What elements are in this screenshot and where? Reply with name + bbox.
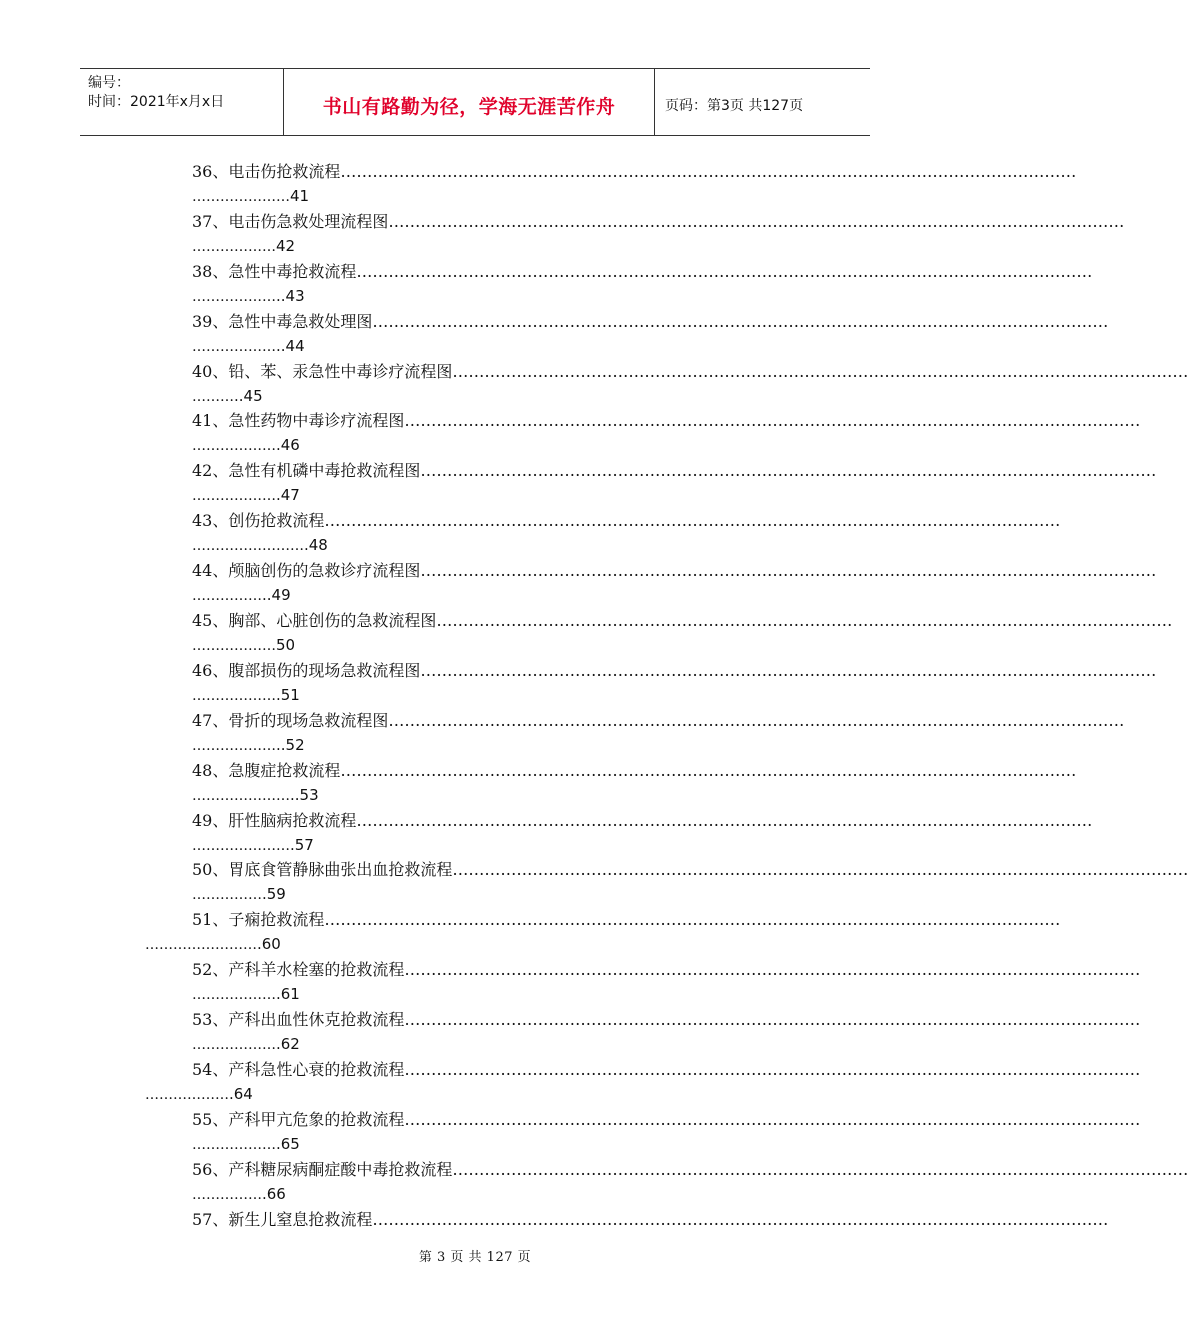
toc-entry-line (192, 1008, 1141, 1032)
toc-entry-continuation (145, 1083, 253, 1105)
toc-entry[interactable] (0, 310, 1109, 360)
toc-entry-title: 44、颅脑创伤的急救诊疗流程图 (192, 561, 421, 581)
table-of-contents (0, 160, 1188, 1258)
toc-entry-title: 46、腹部损伤的现场急救流程图 (192, 660, 421, 680)
toc-page-number: .66 (262, 1184, 286, 1203)
toc-entry-title: 54、产科急性心衰的抢救流程 (192, 1060, 405, 1080)
toc-wrap-dots: ……………… (192, 1136, 276, 1153)
toc-wrap-dots: ……………… (192, 438, 276, 455)
toc-wrap-dots: ……… (192, 388, 234, 405)
date-label: 时间：2021年x月x日 (88, 94, 225, 110)
toc-wrap-dots: …………………… (145, 937, 257, 954)
toc-page-number: .59 (262, 885, 286, 904)
toc-wrap-dots: ……………… (192, 987, 276, 1004)
toc-entry[interactable] (0, 609, 1173, 659)
toc-entry-title: 51、子痫抢救流程 (192, 910, 325, 930)
toc-entry[interactable] (0, 210, 1125, 260)
toc-leader-dots: ………………………………………………………………………………………………………………………… (356, 261, 1093, 281)
toc-entry-title: 48、急腹症抢救流程 (192, 760, 341, 780)
toc-page-number: 41 (290, 187, 310, 205)
toc-entry-title: 38、急性中毒抢救流程 (192, 261, 357, 281)
toc-entry-continuation (192, 285, 305, 307)
toc-entry-title: 39、急性中毒急救处理图 (192, 311, 373, 331)
toc-entry-title: 53、产科出血性休克抢救流程 (192, 1010, 405, 1030)
toc-leader-dots: ………………………………………………………………………………………………………………………… (340, 760, 1077, 780)
toc-wrap-dots: …………… (192, 887, 262, 904)
toc-page-number: ..43 (276, 286, 305, 305)
toc-entry-line (192, 659, 1157, 683)
toc-entry-continuation (192, 734, 305, 756)
toc-page-number: .61 (276, 985, 300, 1004)
toc-entry-continuation (192, 983, 300, 1005)
toc-entry-continuation (192, 883, 286, 905)
toc-page-number: .48 (304, 536, 328, 555)
toc-leader-dots: ………………………………………………………………………………………………………………………… (372, 311, 1109, 331)
toc-entry-continuation (192, 484, 300, 506)
toc-leader-dots: ………………………………………………………………………………………………………………………… (404, 1109, 1141, 1129)
toc-entry-line (192, 1158, 1188, 1182)
toc-entry-line (192, 1058, 1141, 1082)
toc-entry[interactable] (0, 509, 1061, 559)
toc-page-number: 42 (276, 236, 296, 255)
toc-leader-dots: ………………………………………………………………………………………………………………………… (324, 910, 1061, 930)
toc-entry-title: 37、电击伤急救处理流程图 (192, 211, 389, 231)
page-footer: 第 3 页 共 127 页 (418, 1250, 532, 1265)
toc-entry-title: 49、肝性脑病抢救流程 (192, 810, 357, 830)
toc-entry-line (192, 759, 1077, 783)
toc-entry-line (192, 509, 1061, 533)
toc-entry[interactable] (0, 360, 1188, 410)
toc-wrap-dots: ………………… (192, 189, 290, 205)
toc-entry[interactable] (0, 908, 1061, 958)
toc-entry-line (192, 559, 1157, 583)
toc-entry-continuation (192, 385, 263, 407)
toc-page-number: .51 (276, 685, 300, 704)
toc-wrap-dots: ………………… (192, 787, 290, 804)
toc-page-number: ..44 (276, 336, 305, 355)
toc-entry[interactable] (0, 1008, 1141, 1058)
toc-entry-continuation (192, 584, 291, 606)
toc-entry-continuation (192, 434, 300, 456)
toc-wrap-dots: ……………… (145, 1087, 229, 1104)
toc-page-number: .47 (276, 486, 300, 505)
toc-entry[interactable] (0, 260, 1093, 310)
toc-wrap-dots: ……………… (192, 488, 276, 505)
toc-entry-line (192, 260, 1093, 284)
toc-entry-line (192, 709, 1125, 733)
toc-entry-line (192, 858, 1188, 882)
toc-entry[interactable] (0, 958, 1141, 1008)
toc-entry-continuation (192, 684, 300, 706)
toc-entry-line (192, 958, 1141, 982)
toc-leader-dots: ………………………………………………………………………………………………………………………… (340, 162, 1077, 181)
toc-page-number: ..52 (276, 735, 305, 754)
toc-entry-title: 42、急性有机磷中毒抢救流程图 (192, 461, 421, 481)
toc-entry[interactable] (0, 858, 1188, 908)
toc-entry-title: 52、产科羊水栓塞的抢救流程 (192, 960, 405, 980)
toc-entry[interactable] (0, 1158, 1188, 1208)
toc-entry[interactable] (0, 1058, 1141, 1108)
toc-entry-line (192, 360, 1188, 384)
toc-entry-continuation (192, 634, 295, 656)
toc-entry-continuation (192, 784, 319, 806)
toc-entry-continuation (192, 1183, 286, 1205)
toc-wrap-dots: ……………… (192, 1037, 276, 1054)
toc-entry-title: 50、胃底食管静脉曲张出血抢救流程 (192, 860, 453, 880)
toc-entry-line (192, 459, 1157, 483)
toc-entry-continuation (192, 534, 328, 556)
toc-entry-title: 40、铅、苯、汞急性中毒诊疗流程图 (192, 361, 453, 381)
motto-text: 书山有路勤为径，学海无涯苦作舟 (322, 95, 616, 118)
toc-entry-title: 56、产科糖尿病酮症酸中毒抢救流程 (192, 1159, 453, 1179)
header-info-cell (80, 69, 283, 135)
toc-page-number: .65 (276, 1134, 300, 1153)
toc-entry-line (192, 409, 1141, 433)
toc-leader-dots: ………………………………………………………………………………………………………………………… (436, 611, 1173, 631)
toc-leader-dots: ………………………………………………………………………………………………………………………… (420, 561, 1157, 581)
toc-entry-line (192, 1108, 1141, 1132)
toc-leader-dots: ………………………………………………………………………………………………………………………… (452, 860, 1188, 880)
toc-wrap-dots: ……………… (192, 737, 276, 754)
toc-wrap-dots: …………… (192, 1186, 262, 1203)
toc-leader-dots: ………………………………………………………………………………………………………………………… (388, 211, 1125, 231)
doc-number-label: 编号： (88, 75, 130, 91)
header-page-cell (655, 69, 870, 135)
toc-leader-dots: ………………………………………………………………………………………………………………………… (404, 1010, 1141, 1030)
toc-wrap-dots: ……………… (192, 238, 276, 255)
page-header (80, 68, 870, 136)
toc-entry-line (192, 310, 1109, 334)
toc-entry[interactable] (0, 759, 1077, 809)
toc-page-number: ..45 (234, 386, 263, 405)
toc-entry[interactable] (0, 709, 1125, 759)
toc-page-number: 50 (276, 636, 296, 655)
toc-entry-title: 55、产科甲亢危象的抢救流程 (192, 1109, 405, 1129)
toc-wrap-dots: ……………… (192, 338, 276, 355)
toc-entry[interactable] (0, 809, 1093, 859)
toc-wrap-dots: ………………… (192, 837, 290, 854)
toc-entry-line (192, 609, 1173, 633)
toc-wrap-dots: …………………… (192, 538, 304, 555)
toc-page-number: ..49 (262, 586, 291, 605)
toc-leader-dots: ………………………………………………………………………………………………………………………… (420, 461, 1157, 481)
toc-entry-title: 45、胸部、心脏创伤的急救流程图 (192, 611, 437, 631)
toc-wrap-dots: ……………… (192, 288, 276, 305)
toc-entry[interactable] (0, 459, 1157, 509)
toc-entry-title: 36、电击伤抢救流程 (192, 162, 341, 181)
toc-entry-line (192, 809, 1093, 833)
toc-leader-dots: ………………………………………………………………………………………………………………………… (404, 960, 1141, 980)
toc-page-number: .60 (257, 935, 281, 954)
toc-page-number: .57 (290, 835, 314, 854)
toc-leader-dots: ………………………………………………………………………………………………………………………… (404, 411, 1141, 431)
toc-page-number: ..53 (290, 785, 319, 804)
toc-entry-title: 57、新生儿窒息抢救流程 (192, 1209, 373, 1229)
toc-entry-line (192, 160, 1077, 184)
toc-entry[interactable] (0, 1108, 1141, 1158)
toc-entry-title: 41、急性药物中毒诊疗流程图 (192, 411, 405, 431)
toc-wrap-dots: …………… (192, 588, 262, 605)
toc-entry[interactable] (0, 659, 1157, 709)
toc-entry-continuation (192, 834, 314, 856)
toc-page-number: .64 (229, 1085, 253, 1104)
toc-entry-line (192, 908, 1061, 932)
toc-entry-continuation (192, 235, 295, 257)
toc-entry[interactable] (0, 559, 1157, 609)
toc-entry-line (192, 210, 1125, 234)
toc-page-number: .62 (276, 1035, 300, 1054)
toc-entry[interactable] (0, 160, 1077, 210)
toc-entry-title: 43、创伤抢救流程 (192, 511, 325, 531)
toc-entry-continuation (145, 933, 281, 955)
toc-entry-line (192, 1208, 1109, 1232)
toc-leader-dots: ………………………………………………………………………………………………………………………… (452, 1159, 1188, 1179)
toc-entry[interactable] (0, 409, 1141, 459)
toc-leader-dots: ………………………………………………………………………………………………………………………… (452, 361, 1188, 381)
toc-wrap-dots: ……………… (192, 687, 276, 704)
toc-entry-title: 47、骨折的现场急救流程图 (192, 710, 389, 730)
toc-leader-dots: ………………………………………………………………………………………………………………………… (324, 511, 1061, 531)
toc-leader-dots: ………………………………………………………………………………………………………………………… (388, 710, 1125, 730)
toc-page-number: .46 (276, 436, 300, 455)
toc-leader-dots: ………………………………………………………………………………………………………………………… (372, 1209, 1109, 1229)
page-info: 页码：第3页 共127页 (665, 98, 804, 114)
header-motto-cell (283, 69, 655, 135)
toc-leader-dots: ………………………………………………………………………………………………………………………… (404, 1060, 1141, 1080)
toc-leader-dots: ………………………………………………………………………………………………………………………… (356, 810, 1093, 830)
toc-wrap-dots: ……………… (192, 638, 276, 655)
toc-entry-continuation (192, 335, 305, 357)
toc-leader-dots: ………………………………………………………………………………………………………………………… (420, 660, 1157, 680)
toc-entry-continuation (192, 185, 309, 207)
toc-entry-continuation (192, 1133, 300, 1155)
toc-entry-continuation (192, 1033, 300, 1055)
